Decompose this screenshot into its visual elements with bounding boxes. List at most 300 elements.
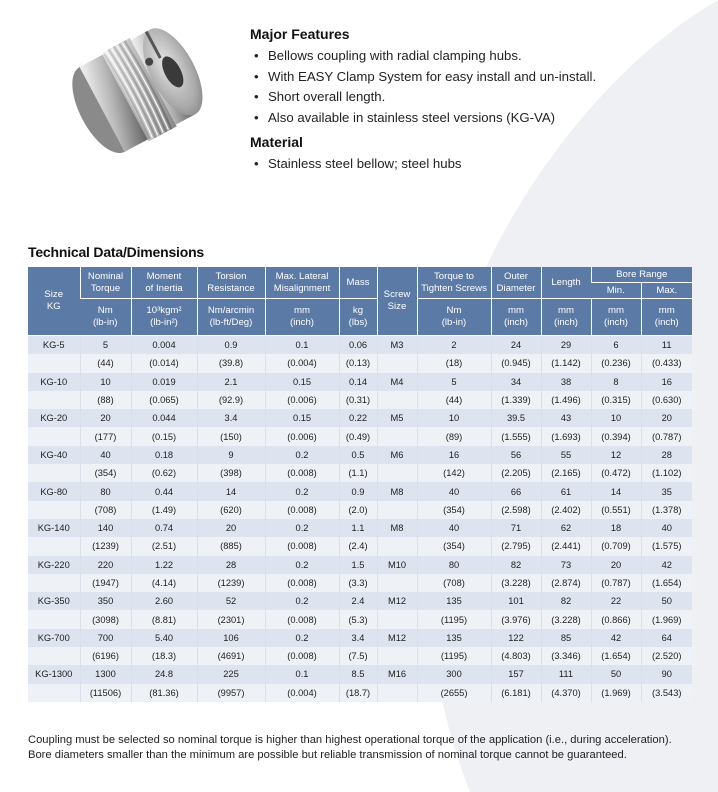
cell-mass: 0.22 — [339, 409, 377, 427]
feature-item: • Short overall length. — [250, 87, 690, 108]
cell-lateral: (0.008) — [265, 610, 339, 628]
cell-lateral: (0.004) — [265, 354, 339, 372]
cell-tighten: 300 — [417, 665, 491, 683]
cell-lateral: 0.15 — [265, 409, 339, 427]
cell-torque: 220 — [80, 556, 131, 574]
cell-inertia: (1.49) — [131, 501, 197, 519]
cell-torque: 700 — [80, 629, 131, 647]
header-size: Size KG — [28, 267, 80, 336]
cell-torsion: (885) — [197, 537, 265, 555]
technical-data-heading: Technical Data/Dimensions — [28, 244, 205, 260]
cell-size: KG-700 — [28, 629, 80, 647]
cell-bmin: 10 — [591, 409, 641, 427]
table-row — [28, 354, 692, 372]
cell-size — [28, 464, 80, 482]
cell-tighten: (89) — [417, 427, 491, 445]
cell-screw: M12 — [377, 629, 417, 647]
feature-item: • Also available in stainless steel versions (KG-VA) — [250, 108, 690, 129]
cell-screw — [377, 537, 417, 555]
cell-lateral: (0.008) — [265, 537, 339, 555]
unit-bore-min: mm (inch) — [591, 299, 641, 336]
unit-max-lateral: mm (inch) — [265, 299, 339, 336]
cell-size: KG-1300 — [28, 665, 80, 683]
cell-bmax: 90 — [641, 665, 692, 683]
cell-torque: 20 — [80, 409, 131, 427]
cell-inertia: 2.60 — [131, 592, 197, 610]
cell-tighten: 10 — [417, 409, 491, 427]
cell-mass: (2.0) — [339, 501, 377, 519]
cell-inertia: 0.18 — [131, 446, 197, 464]
cell-screw: M4 — [377, 373, 417, 391]
cell-inertia: (2.51) — [131, 537, 197, 555]
cell-torsion: (92.9) — [197, 391, 265, 409]
table-row — [28, 647, 692, 665]
cell-tighten: (354) — [417, 501, 491, 519]
cell-torque: (177) — [80, 427, 131, 445]
cell-mass: 3.4 — [339, 629, 377, 647]
header-outer-diameter: Outer Diameter — [491, 267, 541, 299]
cell-inertia: (4.14) — [131, 574, 197, 592]
cell-bmax: (2.520) — [641, 647, 692, 665]
unit-outer-diameter: mm (inch) — [491, 299, 541, 336]
cell-outer: (6.181) — [491, 684, 541, 702]
cell-inertia: 0.004 — [131, 336, 197, 355]
cell-screw — [377, 684, 417, 702]
cell-size: KG-20 — [28, 409, 80, 427]
cell-torque: 140 — [80, 519, 131, 537]
header-bore-max: Max. — [641, 283, 692, 299]
cell-size — [28, 574, 80, 592]
cell-length: (2.441) — [541, 537, 591, 555]
cell-torque: (354) — [80, 464, 131, 482]
cell-mass: (1.1) — [339, 464, 377, 482]
cell-torque: (44) — [80, 354, 131, 372]
cell-screw: M10 — [377, 556, 417, 574]
table-row — [28, 556, 692, 574]
cell-inertia: (18.3) — [131, 647, 197, 665]
cell-torsion: 28 — [197, 556, 265, 574]
feature-item: • With EASY Clamp System for easy install and un-install. — [250, 67, 690, 88]
cell-lateral: 0.2 — [265, 556, 339, 574]
header-torsion-resistance: Torsion Resistance — [197, 267, 265, 299]
cell-length: (3.228) — [541, 610, 591, 628]
cell-screw: M8 — [377, 482, 417, 500]
cell-torsion: 225 — [197, 665, 265, 683]
cell-mass: 2.4 — [339, 592, 377, 610]
cell-outer: (1.555) — [491, 427, 541, 445]
cell-bmax: 28 — [641, 446, 692, 464]
cell-length: 85 — [541, 629, 591, 647]
cell-length: (3.346) — [541, 647, 591, 665]
cell-torsion: (2301) — [197, 610, 265, 628]
cell-bmax: (1.969) — [641, 610, 692, 628]
cell-lateral: (0.004) — [265, 684, 339, 702]
cell-torsion: 2.1 — [197, 373, 265, 391]
table-row — [28, 427, 692, 445]
cell-lateral: (0.006) — [265, 391, 339, 409]
cell-bmax: 11 — [641, 336, 692, 355]
cell-screw: M8 — [377, 519, 417, 537]
cell-torque: (3098) — [80, 610, 131, 628]
cell-bmin: 20 — [591, 556, 641, 574]
cell-outer: (0.945) — [491, 354, 541, 372]
cell-outer: 122 — [491, 629, 541, 647]
cell-screw: M16 — [377, 665, 417, 683]
cell-tighten: (354) — [417, 537, 491, 555]
table-row — [28, 373, 692, 391]
cell-bmin: (1.654) — [591, 647, 641, 665]
cell-bmin: 22 — [591, 592, 641, 610]
cell-torsion: (150) — [197, 427, 265, 445]
cell-tighten: (1195) — [417, 647, 491, 665]
cell-screw — [377, 647, 417, 665]
cell-outer: 82 — [491, 556, 541, 574]
cell-torsion: (620) — [197, 501, 265, 519]
unit-bore-max: mm (inch) — [641, 299, 692, 336]
cell-torque: 40 — [80, 446, 131, 464]
cell-length: 29 — [541, 336, 591, 355]
major-features-heading: Major Features — [250, 26, 350, 42]
cell-length: (1.496) — [541, 391, 591, 409]
cell-bmin: (0.866) — [591, 610, 641, 628]
cell-bmin: (0.472) — [591, 464, 641, 482]
cell-torque: 350 — [80, 592, 131, 610]
cell-torque: (1239) — [80, 537, 131, 555]
cell-outer: 56 — [491, 446, 541, 464]
cell-mass: (18.7) — [339, 684, 377, 702]
table-row — [28, 592, 692, 610]
cell-tighten: (142) — [417, 464, 491, 482]
cell-mass: 0.06 — [339, 336, 377, 355]
unit-tighten-torque: Nm (lb-in) — [417, 299, 491, 336]
cell-outer: (2.205) — [491, 464, 541, 482]
table-row — [28, 610, 692, 628]
cell-outer: 157 — [491, 665, 541, 683]
cell-torsion: 14 — [197, 482, 265, 500]
features-list — [250, 46, 690, 128]
cell-lateral: 0.2 — [265, 592, 339, 610]
cell-inertia: 1.22 — [131, 556, 197, 574]
cell-mass: 0.5 — [339, 446, 377, 464]
table-row — [28, 464, 692, 482]
cell-lateral: 0.1 — [265, 336, 339, 355]
cell-outer: (2.598) — [491, 501, 541, 519]
cell-bmax: (1.102) — [641, 464, 692, 482]
table-row — [28, 574, 692, 592]
cell-tighten: (44) — [417, 391, 491, 409]
footnote: Coupling must be selected so nominal torque is higher than highest operational torque of the application (i.e., during acceleration). — [28, 734, 672, 746]
cell-size: KG-220 — [28, 556, 80, 574]
cell-length: (2.874) — [541, 574, 591, 592]
header-bore-range: Bore Range — [591, 267, 692, 283]
cell-tighten: 5 — [417, 373, 491, 391]
cell-outer: (3.976) — [491, 610, 541, 628]
cell-torsion: 20 — [197, 519, 265, 537]
cell-screw — [377, 354, 417, 372]
cell-outer: (4.803) — [491, 647, 541, 665]
cell-size — [28, 501, 80, 519]
cell-inertia: (81.36) — [131, 684, 197, 702]
footnote: Bore diameters smaller than the minimum are possible but reliable transmission of nominal torque cannot be guaranteed. — [28, 748, 627, 761]
cell-inertia: 0.019 — [131, 373, 197, 391]
header-tighten-torque: Torque to Tighten Screws — [417, 267, 491, 299]
cell-tighten: 40 — [417, 519, 491, 537]
cell-tighten: 80 — [417, 556, 491, 574]
unit-torsion-resistance: Nm/arcmin (lb-ft/Deg) — [197, 299, 265, 336]
cell-mass: (5.3) — [339, 610, 377, 628]
cell-bmax: 50 — [641, 592, 692, 610]
cell-bmin: (1.969) — [591, 684, 641, 702]
cell-inertia: (8.81) — [131, 610, 197, 628]
table-row — [28, 519, 692, 537]
unit-moment-inertia: 10³kgm² (lb-in²) — [131, 299, 197, 336]
cell-length: (2.165) — [541, 464, 591, 482]
cell-size: KG-350 — [28, 592, 80, 610]
cell-bmax: 20 — [641, 409, 692, 427]
cell-torsion: (1239) — [197, 574, 265, 592]
cell-inertia: 0.74 — [131, 519, 197, 537]
table-row — [28, 391, 692, 409]
header-bore-min: Min. — [591, 283, 641, 299]
table-row — [28, 446, 692, 464]
table-row — [28, 482, 692, 500]
cell-tighten: 16 — [417, 446, 491, 464]
cell-torsion: 9 — [197, 446, 265, 464]
cell-torque: (88) — [80, 391, 131, 409]
cell-tighten: 135 — [417, 629, 491, 647]
cell-bmin: 42 — [591, 629, 641, 647]
cell-outer: (1.339) — [491, 391, 541, 409]
cell-length: (2.402) — [541, 501, 591, 519]
unit-mass: kg (lbs) — [339, 299, 377, 336]
cell-bmax: (0.630) — [641, 391, 692, 409]
cell-inertia: (0.15) — [131, 427, 197, 445]
cell-lateral: 0.15 — [265, 373, 339, 391]
cell-bmax: 64 — [641, 629, 692, 647]
cell-size — [28, 427, 80, 445]
cell-bmax: (0.433) — [641, 354, 692, 372]
cell-torsion: (4691) — [197, 647, 265, 665]
cell-length: 61 — [541, 482, 591, 500]
cell-length: (1.142) — [541, 354, 591, 372]
cell-screw: M12 — [377, 592, 417, 610]
header-max-lateral: Max. Lateral Misalignment — [265, 267, 339, 299]
cell-size — [28, 684, 80, 702]
cell-tighten: (18) — [417, 354, 491, 372]
header-nominal-torque: Nominal Torque — [80, 267, 131, 299]
cell-size: KG-5 — [28, 336, 80, 355]
cell-torque: 1300 — [80, 665, 131, 683]
table-row — [28, 336, 692, 355]
cell-torsion: (39.8) — [197, 354, 265, 372]
cell-bmax: (3.543) — [641, 684, 692, 702]
cell-tighten: 2 — [417, 336, 491, 355]
cell-tighten: (708) — [417, 574, 491, 592]
cell-outer: (2.795) — [491, 537, 541, 555]
cell-outer: 101 — [491, 592, 541, 610]
cell-bmin: 6 — [591, 336, 641, 355]
cell-bmin: (0.787) — [591, 574, 641, 592]
cell-torsion: 0.9 — [197, 336, 265, 355]
cell-outer: 39.5 — [491, 409, 541, 427]
table-row — [28, 684, 692, 702]
cell-bmin: 18 — [591, 519, 641, 537]
cell-lateral: 0.2 — [265, 446, 339, 464]
material-item: • Stainless steel bellow; steel hubs — [250, 154, 690, 175]
cell-torque: (1947) — [80, 574, 131, 592]
cell-size — [28, 537, 80, 555]
cell-bmax: (1.575) — [641, 537, 692, 555]
cell-length: 38 — [541, 373, 591, 391]
cell-bmax: 35 — [641, 482, 692, 500]
cell-outer: 66 — [491, 482, 541, 500]
cell-inertia: 0.44 — [131, 482, 197, 500]
table-row — [28, 409, 692, 427]
cell-inertia: 5.40 — [131, 629, 197, 647]
cell-mass: 1.1 — [339, 519, 377, 537]
features-panel — [250, 26, 690, 175]
cell-bmin: (0.551) — [591, 501, 641, 519]
material-heading: Material — [250, 134, 303, 150]
cell-outer: 34 — [491, 373, 541, 391]
cell-bmin: (0.315) — [591, 391, 641, 409]
cell-bmax: 16 — [641, 373, 692, 391]
cell-bmax: (0.787) — [641, 427, 692, 445]
cell-torque: 10 — [80, 373, 131, 391]
cell-torque: (11506) — [80, 684, 131, 702]
table-row — [28, 537, 692, 555]
header-moment-inertia: Moment of Inertia — [131, 267, 197, 299]
table-row — [28, 665, 692, 683]
cell-tighten: 135 — [417, 592, 491, 610]
cell-inertia: 0.044 — [131, 409, 197, 427]
cell-bmin: (0.236) — [591, 354, 641, 372]
cell-tighten: 40 — [417, 482, 491, 500]
cell-inertia: 24.8 — [131, 665, 197, 683]
cell-inertia: (0.62) — [131, 464, 197, 482]
bellows-coupling-image — [58, 18, 208, 168]
cell-screw: M3 — [377, 336, 417, 355]
cell-lateral: (0.008) — [265, 647, 339, 665]
cell-outer: 71 — [491, 519, 541, 537]
cell-size: KG-80 — [28, 482, 80, 500]
footnotes — [28, 733, 698, 762]
unit-nominal-torque: Nm (lb-in) — [80, 299, 131, 336]
cell-mass: 8.5 — [339, 665, 377, 683]
cell-length: (1.693) — [541, 427, 591, 445]
cell-length: 73 — [541, 556, 591, 574]
cell-length: (4.370) — [541, 684, 591, 702]
cell-mass: 0.14 — [339, 373, 377, 391]
cell-outer: 24 — [491, 336, 541, 355]
cell-torsion: 52 — [197, 592, 265, 610]
cell-screw — [377, 574, 417, 592]
cell-bmin: (0.394) — [591, 427, 641, 445]
cell-bmin: (0.709) — [591, 537, 641, 555]
cell-torsion: (9957) — [197, 684, 265, 702]
cell-torque: (708) — [80, 501, 131, 519]
cell-size — [28, 647, 80, 665]
cell-outer: (3.228) — [491, 574, 541, 592]
cell-lateral: 0.1 — [265, 665, 339, 683]
table-row — [28, 629, 692, 647]
cell-mass: 1.5 — [339, 556, 377, 574]
cell-lateral: (0.008) — [265, 464, 339, 482]
cell-screw — [377, 464, 417, 482]
cell-screw — [377, 391, 417, 409]
cell-torque: 80 — [80, 482, 131, 500]
header-screw-size: Screw Size — [377, 267, 417, 336]
cell-lateral: 0.2 — [265, 482, 339, 500]
cell-screw — [377, 501, 417, 519]
header-mass: Mass — [339, 267, 377, 299]
cell-mass: (0.31) — [339, 391, 377, 409]
unit-length: mm (inch) — [541, 299, 591, 336]
material-list — [250, 154, 690, 175]
cell-lateral: 0.2 — [265, 519, 339, 537]
cell-length: 62 — [541, 519, 591, 537]
header-length: Length — [541, 267, 591, 299]
cell-mass: 0.9 — [339, 482, 377, 500]
cell-size — [28, 610, 80, 628]
cell-mass: (2.4) — [339, 537, 377, 555]
cell-bmin: 50 — [591, 665, 641, 683]
cell-bmax: 40 — [641, 519, 692, 537]
cell-size: KG-10 — [28, 373, 80, 391]
feature-item: • Bellows coupling with radial clamping hubs. — [250, 46, 690, 67]
cell-torque: 5 — [80, 336, 131, 355]
cell-torsion: 3.4 — [197, 409, 265, 427]
cell-bmin: 14 — [591, 482, 641, 500]
cell-size — [28, 391, 80, 409]
cell-screw — [377, 610, 417, 628]
cell-inertia: (0.014) — [131, 354, 197, 372]
cell-screw: M6 — [377, 446, 417, 464]
cell-bmax: 42 — [641, 556, 692, 574]
cell-bmax: (1.654) — [641, 574, 692, 592]
cell-tighten: (2655) — [417, 684, 491, 702]
cell-length: 82 — [541, 592, 591, 610]
cell-bmin: 8 — [591, 373, 641, 391]
cell-size: KG-40 — [28, 446, 80, 464]
cell-size — [28, 354, 80, 372]
cell-screw: M5 — [377, 409, 417, 427]
cell-torsion: (398) — [197, 464, 265, 482]
cell-torsion: 106 — [197, 629, 265, 647]
cell-inertia: (0.065) — [131, 391, 197, 409]
cell-torque: (6196) — [80, 647, 131, 665]
cell-lateral: (0.006) — [265, 427, 339, 445]
technical-data-table — [28, 267, 692, 702]
table-body — [28, 336, 692, 702]
table-row — [28, 501, 692, 519]
cell-lateral: (0.008) — [265, 501, 339, 519]
cell-length: 111 — [541, 665, 591, 683]
cell-mass: (0.49) — [339, 427, 377, 445]
cell-tighten: (1195) — [417, 610, 491, 628]
cell-lateral: (0.008) — [265, 574, 339, 592]
cell-bmin: 12 — [591, 446, 641, 464]
cell-size: KG-140 — [28, 519, 80, 537]
cell-mass: (3.3) — [339, 574, 377, 592]
cell-length: 43 — [541, 409, 591, 427]
cell-lateral: 0.2 — [265, 629, 339, 647]
cell-bmax: (1.378) — [641, 501, 692, 519]
cell-mass: (7.5) — [339, 647, 377, 665]
cell-length: 55 — [541, 446, 591, 464]
cell-mass: (0.13) — [339, 354, 377, 372]
cell-screw — [377, 427, 417, 445]
